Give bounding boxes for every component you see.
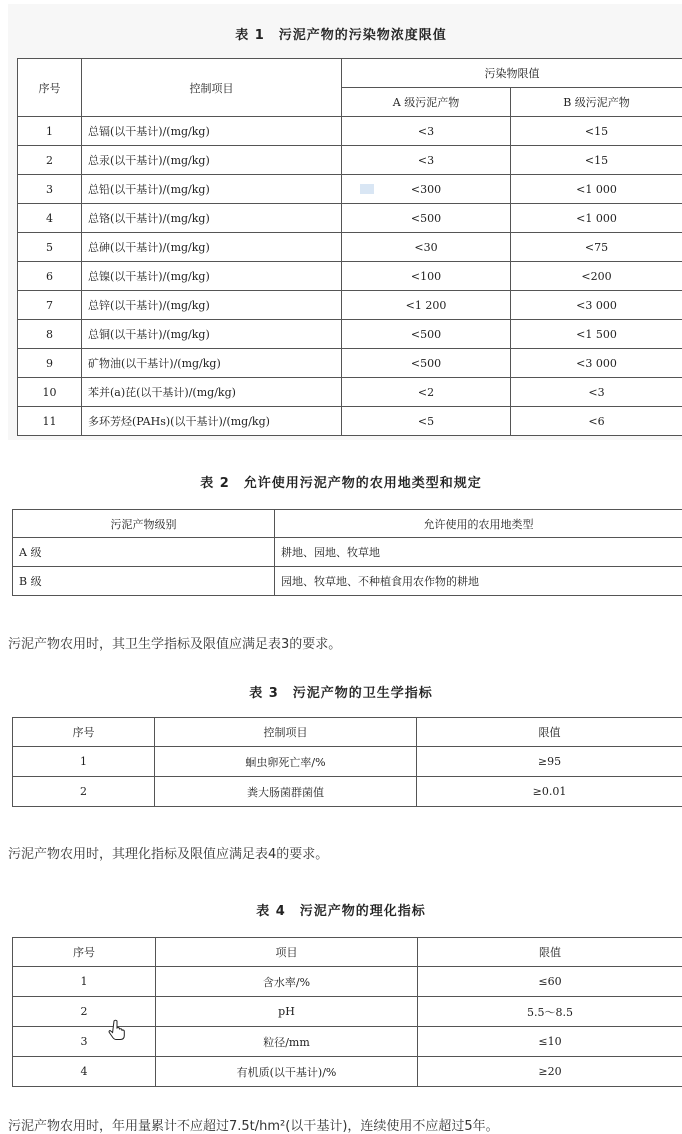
table1-cell-no: 11: [18, 407, 82, 436]
table1-header-limit: 污染物限值: [342, 59, 682, 88]
table1-cell-no: 10: [18, 378, 82, 407]
table1-header-item: 控制项目: [82, 59, 342, 117]
table1-cell-item: 总镉(以干基计)/(mg/kg): [82, 117, 342, 146]
table-row: [13, 538, 682, 567]
table1-cell-no: 3: [18, 175, 82, 204]
table2-header-grade: 污泥产物级别: [13, 510, 275, 538]
table1-cell-a: <500: [342, 349, 511, 378]
table4-header-item: 项目: [156, 938, 418, 967]
table2-title: 表 2 允许使用污泥产物的农用地类型和规定: [0, 472, 682, 491]
table1-cell-item: 总汞(以干基计)/(mg/kg): [82, 146, 342, 175]
table1-cell-a: <2: [342, 378, 511, 407]
table1-cell-b: <1 500: [511, 320, 682, 349]
table-row: [18, 204, 682, 233]
table2-cell-grade: B 级: [13, 567, 275, 596]
table-row: [18, 349, 682, 378]
table3-cell-limit: ≥95: [417, 747, 682, 777]
table-row: [18, 175, 682, 204]
table1-cell-no: 2: [18, 146, 82, 175]
table2-cell-grade: A 级: [13, 538, 275, 567]
table4-cell-no: 3: [13, 1027, 156, 1057]
table4-cell-item: pH: [156, 997, 418, 1027]
table1-cell-no: 5: [18, 233, 82, 262]
table4-cell-no: 4: [13, 1057, 156, 1087]
table1-cell-item: 总锌(以干基计)/(mg/kg): [82, 291, 342, 320]
table1-title: 表 1 污泥产物的污染物浓度限值: [0, 24, 682, 43]
table4-cell-limit: ≤60: [418, 967, 682, 997]
table-row: [18, 146, 682, 175]
table-row: [18, 233, 682, 262]
table1-cell-no: 1: [18, 117, 82, 146]
table3-cell-item: 粪大肠菌群菌值: [155, 777, 417, 807]
table1-cell-a: <3: [342, 146, 511, 175]
table1-cell-a: <3: [342, 117, 511, 146]
table4-cell-no: 1: [13, 967, 156, 997]
table4-cell-item: 粒径/mm: [156, 1027, 418, 1057]
table1-header-no: 序号: [18, 59, 82, 117]
table2: [12, 509, 682, 596]
table1-cell-no: 6: [18, 262, 82, 291]
table-row: [13, 967, 682, 997]
table1-cell-item: 总铜(以干基计)/(mg/kg): [82, 320, 342, 349]
scan-artifact: [360, 184, 374, 194]
table1-cell-a: <5: [342, 407, 511, 436]
table-row: [13, 567, 682, 596]
table4-cell-limit: ≤10: [418, 1027, 682, 1057]
table1-header-b: B 级污泥产物: [511, 88, 682, 117]
table-row: [18, 291, 682, 320]
table4-header-no: 序号: [13, 938, 156, 967]
table3-header-item: 控制项目: [155, 718, 417, 747]
table1-cell-item: 总镍(以干基计)/(mg/kg): [82, 262, 342, 291]
table1-cell-no: 4: [18, 204, 82, 233]
table1-cell-b: <75: [511, 233, 682, 262]
table2-header-land: 允许使用的农用地类型: [275, 510, 682, 538]
table1-cell-b: <1 000: [511, 204, 682, 233]
table4-cell-item: 含水率/%: [156, 967, 418, 997]
table1-cell-b: <15: [511, 117, 682, 146]
table-row: [18, 117, 682, 146]
table3: [12, 717, 682, 807]
paragraph-2: 污泥产物农用时，其理化指标及限值应满足表4的要求。: [8, 843, 328, 862]
table1-cell-item: 矿物油(以干基计)/(mg/kg): [82, 349, 342, 378]
table3-header-no: 序号: [13, 718, 155, 747]
table1-cell-item: 总砷(以干基计)/(mg/kg): [82, 233, 342, 262]
table1-cell-item: 多环芳烃(PAHs)(以干基计)/(mg/kg): [82, 407, 342, 436]
table1-header-a: A 级污泥产物: [342, 88, 511, 117]
table1-cell-a: <300: [342, 175, 511, 204]
table3-cell-item: 蛔虫卵死亡率/%: [155, 747, 417, 777]
table1-cell-b: <3 000: [511, 349, 682, 378]
table3-cell-no: 2: [13, 777, 155, 807]
paragraph-3: 污泥产物农用时，年用量累计不应超过7.5t/hm²(以干基计)，连续使用不应超过5年。: [8, 1115, 499, 1134]
table1-cell-b: <3 000: [511, 291, 682, 320]
table-row: [13, 1057, 682, 1087]
table1-cell-no: 9: [18, 349, 82, 378]
table1-cell-b: <1 000: [511, 175, 682, 204]
table-row: [18, 407, 682, 436]
table4-header-limit: 限值: [418, 938, 682, 967]
table1-cell-b: <15: [511, 146, 682, 175]
hand-pointer-icon: [108, 1019, 126, 1041]
table-row: [18, 378, 682, 407]
table-row: [13, 747, 682, 777]
table1-cell-a: <500: [342, 320, 511, 349]
table1: [17, 58, 682, 436]
table2-cell-land: 园地、牧草地、不种植食用农作物的耕地: [275, 567, 682, 596]
table1-cell-a: <100: [342, 262, 511, 291]
table1-cell-a: <500: [342, 204, 511, 233]
table1-cell-no: 7: [18, 291, 82, 320]
table1-cell-item: 总铬(以干基计)/(mg/kg): [82, 204, 342, 233]
table4-cell-no: 2: [13, 997, 156, 1027]
table4: [12, 937, 682, 1087]
table4-cell-limit: ≥20: [418, 1057, 682, 1087]
table3-header-limit: 限值: [417, 718, 682, 747]
table1-cell-b: <200: [511, 262, 682, 291]
table3-cell-limit: ≥0.01: [417, 777, 682, 807]
table1-cell-a: <30: [342, 233, 511, 262]
table4-title: 表 4 污泥产物的理化指标: [0, 900, 682, 919]
table-row: [13, 777, 682, 807]
table1-cell-item: 苯并(a)芘(以干基计)/(mg/kg): [82, 378, 342, 407]
table2-cell-land: 耕地、园地、牧草地: [275, 538, 682, 567]
table1-cell-item: 总铅(以干基计)/(mg/kg): [82, 175, 342, 204]
table3-cell-no: 1: [13, 747, 155, 777]
table1-cell-b: <6: [511, 407, 682, 436]
table-row: [18, 320, 682, 349]
table1-cell-no: 8: [18, 320, 82, 349]
table4-cell-limit: 5.5～8.5: [418, 997, 682, 1027]
table-row: [18, 262, 682, 291]
table1-cell-a: <1 200: [342, 291, 511, 320]
paragraph-1: 污泥产物农用时，其卫生学指标及限值应满足表3的要求。: [8, 633, 341, 652]
table1-cell-b: <3: [511, 378, 682, 407]
table3-title: 表 3 污泥产物的卫生学指标: [0, 682, 682, 701]
table4-cell-item: 有机质(以干基计)/%: [156, 1057, 418, 1087]
